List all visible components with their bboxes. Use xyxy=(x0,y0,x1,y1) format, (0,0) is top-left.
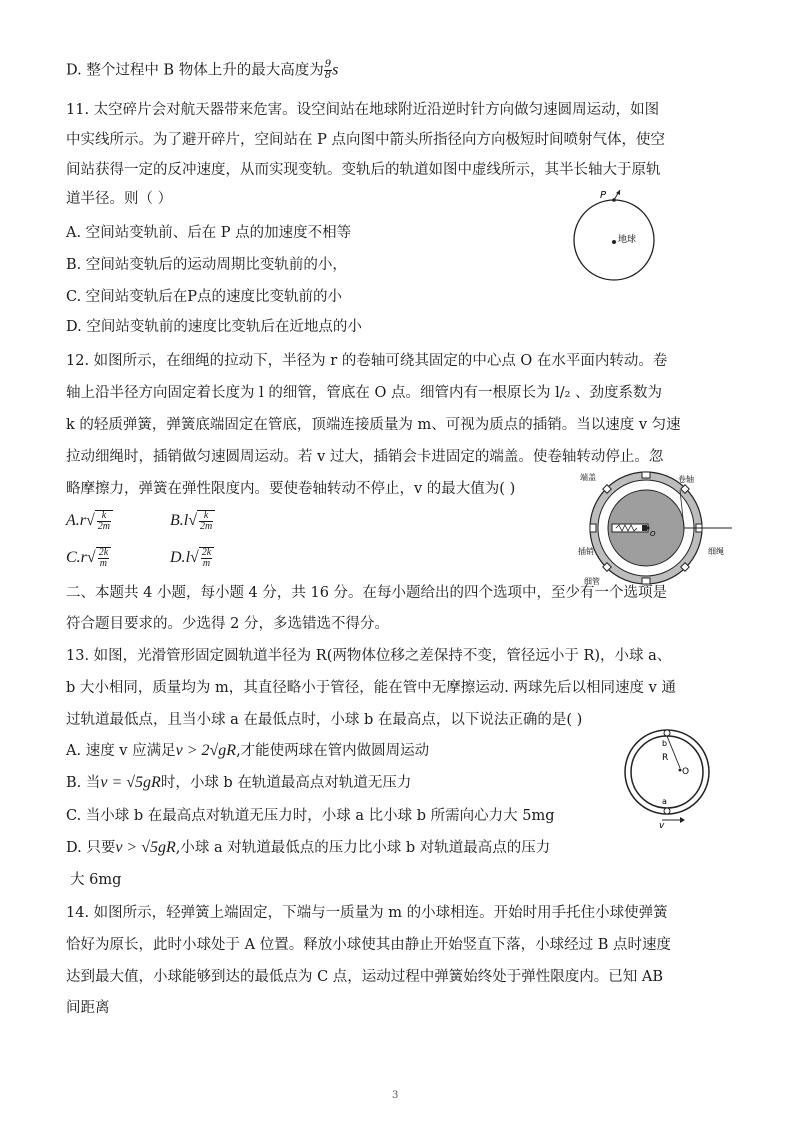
velocity-arrow-head xyxy=(680,817,685,823)
q10-frac-den: 8 xyxy=(324,70,332,81)
q10-option-d-text: D. 整个过程中 B 物体上升的最大高度为 xyxy=(66,62,324,79)
q10-fraction xyxy=(324,60,332,81)
q13-line2: b 大小相同，质量均为 m，其直径略小于管径，能在管中无摩擦运动. 两球先后以相同速度 v 通 xyxy=(66,680,676,696)
fig-label-pin: 插销 xyxy=(578,547,594,556)
q13-track-figure xyxy=(622,724,722,828)
section2-line1: 二、本题共 4 小题，每小题 4 分，共 16 分。在每小题给出的四个选项中，至少有一个选项是 xyxy=(66,585,668,601)
q11-option-d: D. 空间站变轨前的速度比变轨后在近地点的小 xyxy=(66,319,362,335)
q13-option-a xyxy=(66,741,429,761)
page-number: 3 xyxy=(392,1090,399,1101)
q12-reel-figure xyxy=(560,470,735,588)
fig-label-end-cap: 端盖 xyxy=(580,473,596,482)
q12-line4: 拉动细绳时，插销做匀速圆周运动。若 v 过大，插销会卡进固定的端盖。使卷轴转动停止。忽 xyxy=(66,449,664,465)
q13-opt-a-math: v > 2√gR xyxy=(175,742,237,759)
fig-label-earth: 地球 xyxy=(618,235,637,245)
q14-line2: 恰好为原长，此时小球处于 A 位置。释放小球使其由静止开始竖直下落，小球经过 B 点时速度 xyxy=(66,937,672,953)
q12-opt-d-label: D. xyxy=(170,549,186,567)
q12-opt-c-num: 2k xyxy=(98,547,109,558)
fig-label-tube: 细管 xyxy=(584,577,600,586)
q11-line3: 间站获得一定的反冲速度，从而实现变轨。变轨后的轨道如图中虚线所示，其半长轴大于原轨 xyxy=(66,162,661,178)
fig-label-ball-a: a xyxy=(662,797,667,806)
q12-opt-d-num: 2k xyxy=(201,547,212,558)
q13-opt-b-pre: B. 当 xyxy=(66,775,101,791)
q13-line1: 13. 如图，光滑管形固定圆轨道半径为 R(两物体位移之差保持不变，管径远小于 R)，小球 a、 xyxy=(66,648,672,664)
ball-a xyxy=(664,808,670,814)
q12-opt-b-num: k xyxy=(199,511,213,522)
q11-option-b: B. 空间站变轨后的运动周期比变轨前的小， xyxy=(66,257,347,273)
q13-opt-d-pre: D. 只要 xyxy=(66,840,116,856)
fig-label-center: O xyxy=(650,530,656,538)
q14-line4: 间距离 xyxy=(66,1000,110,1016)
q13-opt-a-pre: A. 速度 v 应满足 xyxy=(66,743,176,759)
fig-label-center: O xyxy=(682,767,690,777)
q12-opt-c-coef: r xyxy=(80,549,87,567)
q12-line5: 略摩擦力，弹簧在弹性限度内。要使卷轴转动不停止，v 的最大值为( ) xyxy=(66,481,516,497)
q12-opt-a-num: k xyxy=(97,511,111,522)
sqrt-sign: √ xyxy=(188,512,198,530)
fig-label-radius: R xyxy=(662,753,669,763)
fig-label-velocity: v xyxy=(659,821,665,828)
q11-line2: 中实线所示。为了避开碎片，空间站在 P 点向图中箭头所指径向方向极短时间喷射气体，使空 xyxy=(66,132,665,148)
fig-label-rope: 细绳 xyxy=(708,547,724,556)
q12-opt-b-label: B. xyxy=(170,512,184,530)
q12-line3: k 的轻质弹簧，弹簧底端固定在管底，顶端连接质量为 m、可视为质点的插销。当以速度 v 匀速 xyxy=(66,417,681,433)
q11-option-c: C. 空间站变轨后在P点的速度比变轨前的小 xyxy=(66,289,343,305)
q11-line1: 11. 太空碎片会对航天器带来危害。设空间站在地球附近沿逆时针方向做匀速圆周运动，如图 xyxy=(66,102,660,118)
sqrt-sign: √ xyxy=(86,549,96,567)
fig-label-ball-b: b xyxy=(662,739,668,748)
q12-option-a xyxy=(66,510,113,532)
sqrt-sign: √ xyxy=(86,512,95,530)
q13-option-d-line2: 大 6mg xyxy=(70,872,122,888)
ball-b xyxy=(664,730,670,736)
q13-line3: 过轨道最低点，且当小球 a 在最低点时，小球 b 在最高点，以下说法正确的是( ) xyxy=(66,712,583,728)
q12-line2: 轴上沿半径方向固定着长度为 l 的细管，管底在 O 点。细管内有一根原长为 l/₂ 、劲度系数为 xyxy=(66,385,663,401)
earth-dot xyxy=(612,240,616,244)
q13-option-d xyxy=(66,838,550,858)
q10-var: s xyxy=(332,61,339,79)
q13-option-c: C. 当小球 b 在最高点对轨道无压力时，小球 a 比小球 b 所需向心力大 5mg xyxy=(66,808,555,824)
q12-option-d xyxy=(170,547,214,569)
q14-line1: 14. 如图所示，轻弹簧上端固定，下端与一质量为 m 的小球相连。开始时用手托住小球使弹簧 xyxy=(66,905,668,921)
pin xyxy=(642,525,647,531)
q12-option-b xyxy=(170,510,215,532)
fig-label-p: P xyxy=(600,190,607,201)
q12-opt-a-label: A. xyxy=(66,512,80,530)
fig-label-reel: 卷轴 xyxy=(678,475,694,484)
q12-opt-a-coef: r xyxy=(79,512,87,530)
q11-option-a: A. 空间站变轨前、后在 P 点的加速度不相等 xyxy=(66,225,352,241)
q11-line4: 道半径。则（ ） xyxy=(66,191,173,207)
q13-opt-d-math: v > √5gR xyxy=(115,839,176,856)
q13-opt-a-post: ,才能使两球在管内做圆周运动 xyxy=(236,743,430,759)
q12-line1: 12. 如图所示，在细绳的拉动下，半径为 r 的卷轴可绕其固定的中心点 O 在水平面内转动。卷 xyxy=(66,353,668,369)
q12-opt-c-label: C. xyxy=(66,549,81,567)
q12-opt-c-den: m xyxy=(99,558,108,569)
p-point xyxy=(612,198,616,202)
q10-option-d xyxy=(66,60,338,81)
q14-line3: 达到最大值，小球能够到达的最低点为 C 点，运动过程中弹簧始终处于弹性限度内。已知 AB xyxy=(66,969,664,985)
q12-option-c xyxy=(66,547,111,569)
q13-option-b xyxy=(66,773,411,793)
q13-opt-d-post: ,小球 a 对轨道最低点的压力比小球 b 对轨道最高点的压力 xyxy=(175,840,551,856)
sqrt-sign: √ xyxy=(190,549,199,567)
q13-opt-b-post: 时，小球 b 在轨道最高点对轨道无压力 xyxy=(160,775,412,791)
radius-line xyxy=(667,736,680,768)
q12-opt-d-coef: l xyxy=(185,549,191,567)
q12-opt-a-den: 2m xyxy=(97,521,111,532)
q10-frac-num: 9 xyxy=(324,59,332,70)
q12-opt-b-coef: l xyxy=(183,512,189,530)
q13-opt-b-math: v = √5gR xyxy=(100,774,161,791)
q12-opt-b-den: 2m xyxy=(200,521,213,532)
q12-opt-d-den: m xyxy=(202,558,211,569)
q11-orbit-figure xyxy=(566,186,666,286)
section2-line2: 符合题目要求的。少选得 2 分，多选错选不得分。 xyxy=(66,616,389,632)
